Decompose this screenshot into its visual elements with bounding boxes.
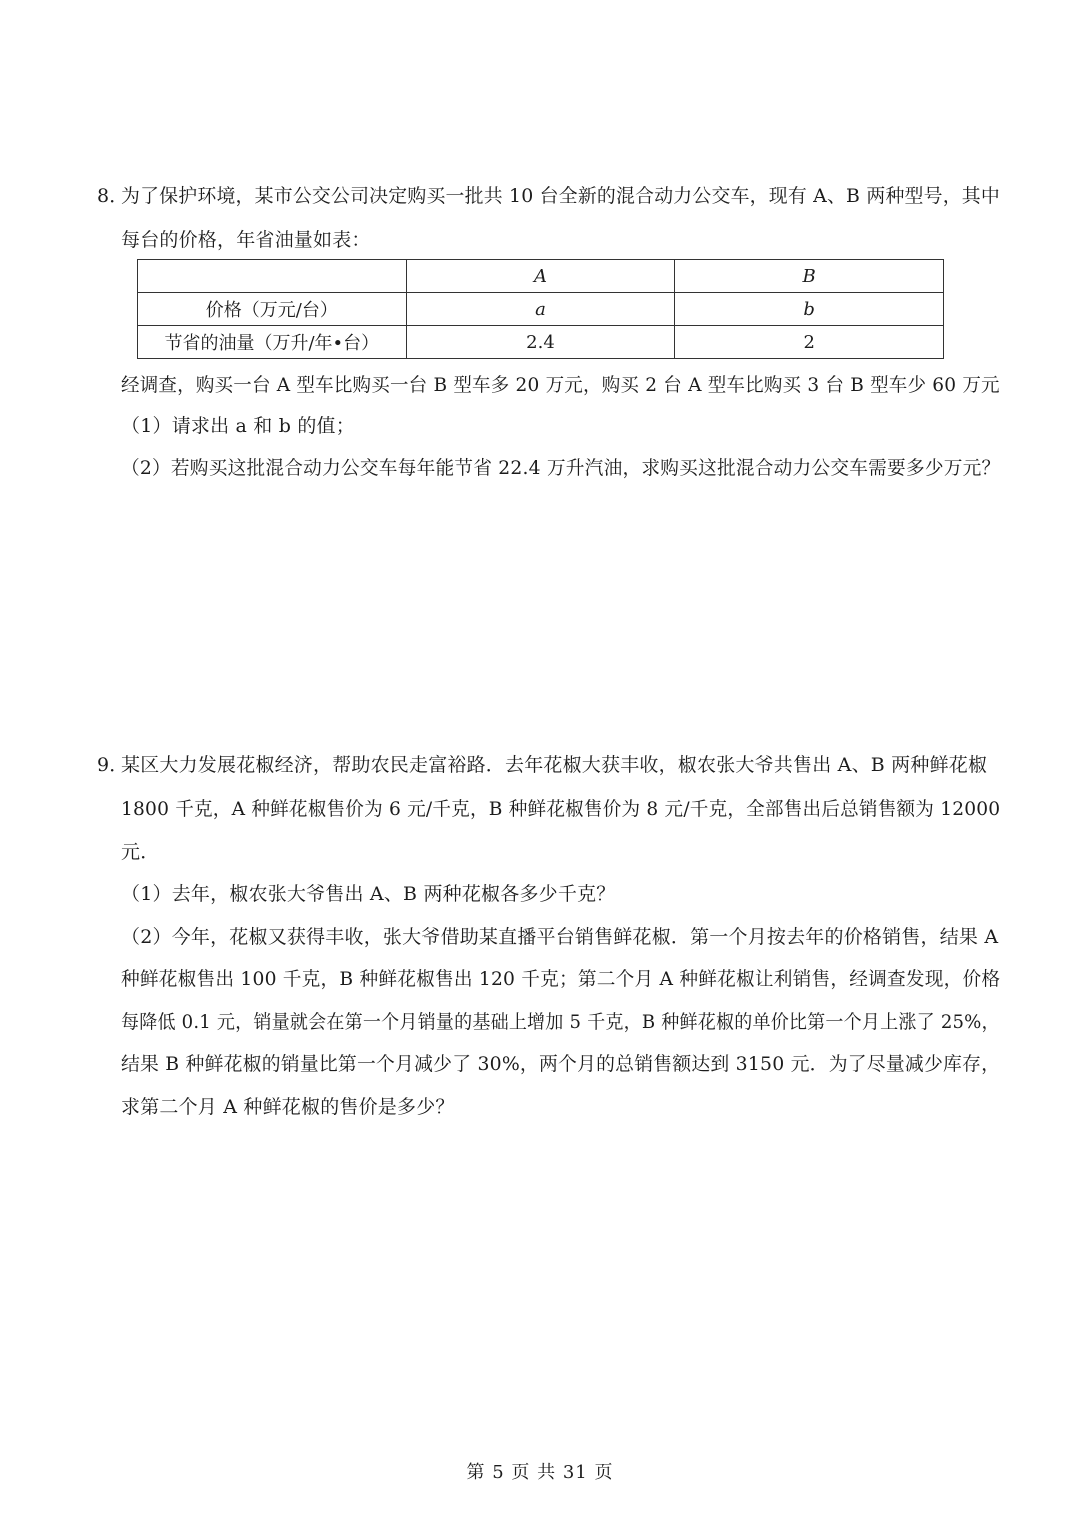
table-header-b: B xyxy=(675,260,944,293)
q9-part-1: （1）去年，椒农张大爷售出 A、B 两种花椒各多少千克？ xyxy=(121,883,616,905)
table-header-row xyxy=(138,260,944,293)
table-cell: a xyxy=(406,293,675,326)
q9-part-2-line-1: （2）今年，花椒又获得丰收，张大爷借助某直播平台销售鲜花椒．第一个月按去年的价格销售，结果 A xyxy=(121,926,999,948)
table-cell: b xyxy=(675,293,944,326)
table-row-label: 节省的油量（万升/年•台） xyxy=(138,326,407,359)
q8-number: 8． xyxy=(97,185,129,207)
page-footer: 第 5 页 共 31 页 xyxy=(466,1462,614,1483)
table-header-a: A xyxy=(406,260,675,293)
q8-line-3: 经调查，购买一台 A 型车比购买一台 B 型车多 20 万元，购买 2 台 A 型车比购买 3 台 B 型车少 60 万元 xyxy=(121,374,1000,396)
q9-part-2-line-3: 每降低 0.1 元，销量就会在第一个月销量的基础上增加 5 千克，B 种鲜花椒的单价比第一个月上涨了 25%， xyxy=(121,1011,1000,1033)
q9-part-2-line-5: 求第二个月 A 种鲜花椒的售价是多少？ xyxy=(121,1096,455,1118)
q9-line-2: 1800 千克，A 种鲜花椒售价为 6 元/千克，B 种鲜花椒售价为 8 元/千克，全部售出后总销售额为 12000 xyxy=(121,798,1001,820)
q9-line-1: 某区大力发展花椒经济，帮助农民走富裕路．去年花椒大获丰收，椒农张大爷共售出 A、B 两种鲜花椒 xyxy=(121,754,988,776)
table-cell: 2.4 xyxy=(406,326,675,359)
q9-part-2-line-4: 结果 B 种鲜花椒的销量比第一个月减少了 30%，两个月的总销售额达到 3150 元．为了尽量减少库存， xyxy=(121,1053,1001,1075)
q8-part-1: （1）请求出 a 和 b 的值； xyxy=(121,415,355,437)
table-row-label: 价格（万元/台） xyxy=(138,293,407,326)
q9-part-2-line-2: 种鲜花椒售出 100 千克，B 种鲜花椒售出 120 千克；第二个月 A 种鲜花椒让利销售，经调查发现，价格 xyxy=(121,968,1001,990)
q8-part-2: （2）若购买这批混合动力公交车每年能节省 22.4 万升汽油，求购买这批混合动力公交车需要多少万元？ xyxy=(121,457,1001,479)
q9-line-3: 元． xyxy=(121,841,160,863)
q8-line-2: 每台的价格，年省油量如表： xyxy=(121,229,371,251)
q9-number: 9． xyxy=(97,754,129,776)
q8-table xyxy=(137,259,944,359)
q8-line-1: 为了保护环境，某市公交公司决定购买一批共 10 台全新的混合动力公交车，现有 A、B 两种型号，其中 xyxy=(121,185,1000,207)
table-cell: 2 xyxy=(675,326,944,359)
table-row xyxy=(138,293,944,326)
table-row xyxy=(138,326,944,359)
table-cell xyxy=(138,260,407,293)
